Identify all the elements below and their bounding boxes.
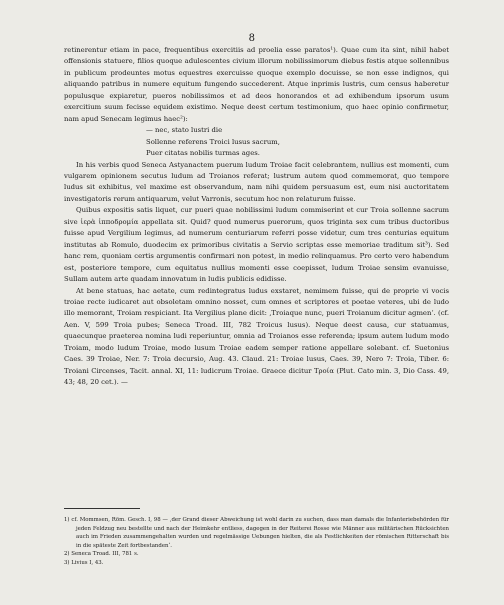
- verse-line: Sollenne referens Troici lusus sacrum,: [146, 137, 280, 146]
- paragraph-1: retinerentur etiam in pace, frequentibus exercitiis ad proelia esse paratos¹). Quae cum ita sint, nihil habet offensionis statuere, filios quoque adulescentes civium illorum nobilissimorum diebus festis atque sollennibus in publicum prodeuntes motus equestres exercuisse quoque exemplo docuisse, se non esse indignos, qui aliquando patribus in numere equitum fungendo succederent. Atque inprimis lustris, cum census haberetur populusque expiaretur, pueros nobilissimos et ad deos honorandos et ad exhibendum ipsorum usum exercitium suum fecisse equidem existimo. Neque deest certum testimonium, quo haec opinio confirmetur, nam apud Senecam legimus haec²):: [64, 46, 449, 123]
- verse-line: Puer citatas nobilis turmas ages.: [146, 149, 260, 158]
- paragraph-3: Quibus expositis satis liquet, cur pueri quae nobilissimi ludum commiserint et cur Troia sollenne sacrum sive ἱερὰ ἱπποδρομία appellata sit. Quid? quod numerus puerorum, quos triginta sex cum tribus ductoribus fuisse apud Vergilium legimus, ad numerum centuriarum referri posse videtur, cum tres centurias equitum institutas ab Romulo, duodecim ex primoribus civitatis a Servio scriptas esse memoriae traditum sit³). Sed hanc rem, quoniam certis argumentis confirmari non potest, in medio relinquamus. Pro certo vero habendum est, posteriore tempore, cum equitatus nullius momenti esse coepisset, ludum Troiae sensim evanuisse, Sullam autem arte quadam innovatum in ludis publicis edidisse.: [64, 206, 449, 284]
- footnote: 1) cf. Mommsen, Röm. Gesch. I, 98 — ‚der Grand dieser Abweichung ist wohl darin zu suchen, dass man damals die Infanteriebehörden für jeden Feldzug neu bestellte und nach der Heimkehr entliess, dagegen in der Reiterei Rosse wie Männer aus militärischen Rücksichten auch im Frieden zusammengehalten wurden und regelmässige Uebungen hielten, die als Festlichkeiten der römischen Ritterschaft bis in die späteste Zeit fortbestanden‘.: [64, 517, 449, 549]
- verse-line: — nec, stato lustri die: [146, 126, 223, 135]
- footnote: 2) Seneca Troad. III, 781 s.: [64, 551, 139, 558]
- verse-quotation: [146, 125, 449, 159]
- page-number: 8: [248, 33, 256, 44]
- footnote: 3) Livius I, 43.: [64, 559, 104, 566]
- footnote-rule: [64, 508, 140, 509]
- paragraph-2: In his verbis quod Seneca Astyanactem puerum ludum Troiae facit celebrantem, nullius est momenti, cum vulgarem opinionem secutus ludum ad Troianos referat; lustrum autem quod commemorat, quo tempore ludus sit exhibitus, vel maxime est observandum, nam nihi quidem persuasum est, eum nisi auctoritatem investigatoris rerum antiquarum, velut Varronis, secutum hoc non relaturum fuisse.: [64, 160, 449, 203]
- main-text: [64, 45, 449, 389]
- paragraph-4: At bene statuas, hac aetate, cum redintegratus ludus exstaret, nemimem fuisse, qui de proprie vi vocis troiae recte iudicaret aut obsoletam omnino nosset, cum omnes et scriptores et poetae veteres, ubi de ludo illo memorant, Troiam respiciant. Ita Vergilius plane dicit: ‚Troiaque nunc, pueri Troianum dicitur agmen‘. (cf. Aen. V, 599 Troia pubes; Seneca Troad. III, 782 Troicus lusus). Neque deest causa, cur statuamus, quaecunque praeterea nomina ludi reperiuntur, omnia ad Troianos esse referenda; ipsum autem ludum modo Troiam, modo ludum Troiae, modo lusum Troiae eadem semper ratione appellare solebant. cf. Suetonius Caes. 39 Troiae, Ner. 7: Troia decursio, Aug. 43. Claud. 21: Troiae lusus, Caes. 39, Nero 7: Troia, Tiber. 6: Troiani Circenses, Tacit. annal. XI, 11: ludicrum Troiae. Graece dicitur Τροία (Plut. Cato min. 3, Dio Cass. 49, 43; 48, 20 cet.). —: [64, 286, 449, 387]
- footnotes: [64, 516, 449, 568]
